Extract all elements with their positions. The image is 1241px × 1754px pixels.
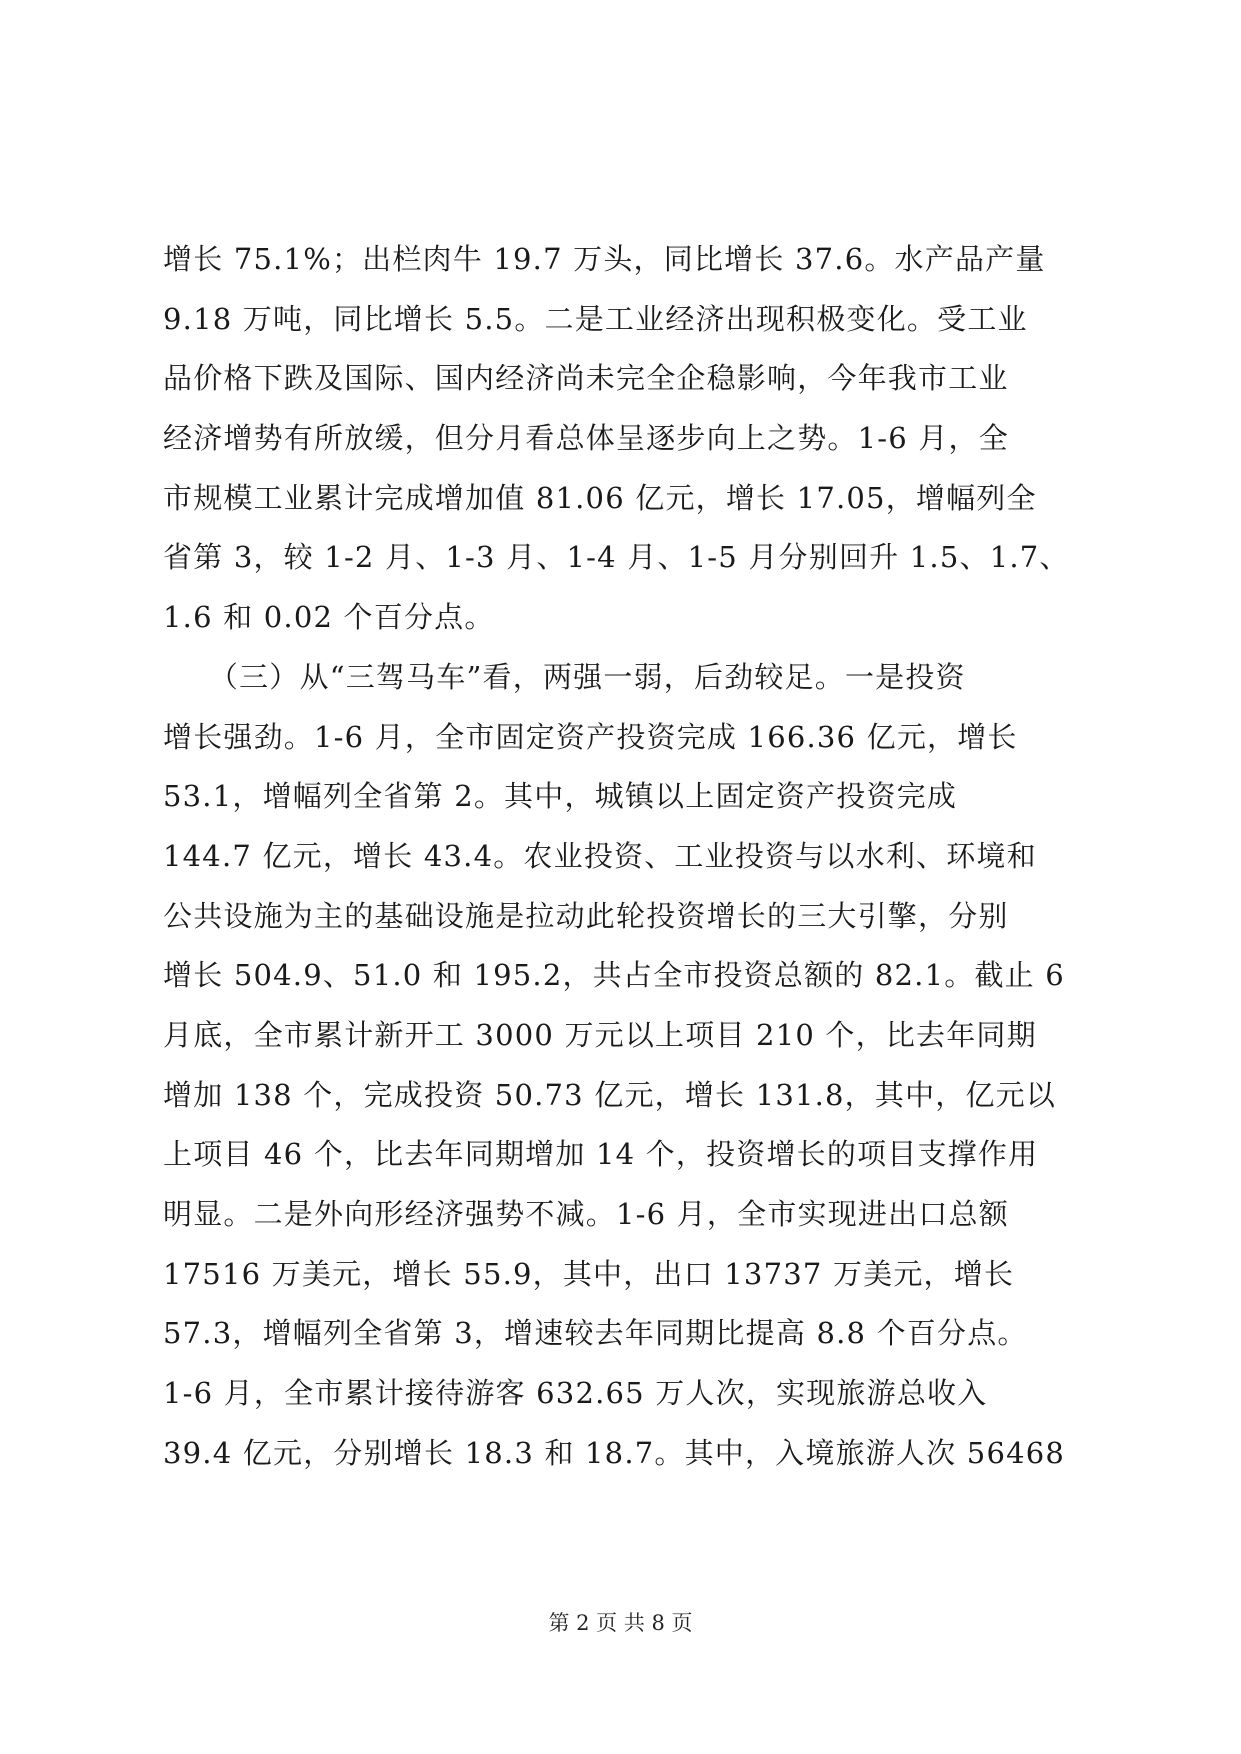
- text-line: 市规模工业累计完成增加值 81.06 亿元，增长 17.05，增幅列全: [163, 480, 1037, 515]
- text-line: 增加 138 个，完成投资 50.73 亿元，增长 131.8，其中，亿元以: [163, 1077, 1057, 1112]
- text-line: 53.1，增幅列全省第 2。其中，城镇以上固定资产投资完成: [163, 779, 958, 814]
- section-heading-line: （三）从“三驾马车”看，两强一弱，后劲较足。一是投资: [163, 659, 966, 694]
- text-line: 月底，全市累计新开工 3000 万元以上项目 210 个，比去年同期: [163, 1017, 1037, 1052]
- text-line: 9.18 万吨，同比增长 5.5。二是工业经济出现积极变化。受工业: [163, 301, 1028, 336]
- text-line: 经济增势有所放缓，但分月看总体呈逐步向上之势。1-6 月，全: [163, 421, 1009, 456]
- text-line: 增长 75.1%；出栏肉牛 19.7 万头，同比增长 37.6。水产品产量: [163, 242, 1046, 276]
- text-line: 39.4 亿元，分别增长 18.3 和 18.7。其中，入境旅游人次 56468: [163, 1435, 1066, 1470]
- text-line: 省第 3，较 1-2 月、1-3 月、1-4 月、1-5 月分别回升 1.5、1.7、: [163, 540, 1070, 575]
- text-line: 144.7 亿元，增长 43.4。农业投资、工业投资与以水利、环境和: [163, 838, 1037, 873]
- text-line: 1.6 和 0.02 个百分点。: [163, 600, 495, 635]
- text-line: 明显。二是外向形经济强势不减。1-6 月，全市实现进出口总额: [163, 1197, 1009, 1231]
- text-line: 增长强劲。1-6 月，全市固定资产投资完成 166.36 亿元，增长: [163, 719, 1018, 754]
- text-line: 品价格下跌及国际、国内经济尚未完全企稳影响，今年我市工业: [163, 361, 1009, 396]
- text-line: 57.3，增幅列全省第 3，增速较去年同期比提高 8.8 个百分点。: [163, 1316, 1028, 1351]
- text-line: 17516 万美元，增长 55.9，其中，出口 13737 万美元，增长: [163, 1256, 1015, 1291]
- page-number-footer: 第 2 页 共 8 页: [548, 1611, 693, 1635]
- text-line: 公共设施为主的基础设施是拉动此轮投资增长的三大引擎，分别: [163, 898, 1009, 933]
- text-line: 增长 504.9、51.0 和 195.2，共占全市投资总额的 82.1。截止 6: [163, 958, 1065, 993]
- body-text: [163, 230, 1083, 1483]
- text-line: 上项目 46 个，比去年同期增加 14 个，投资增长的项目支撑作用: [163, 1137, 1039, 1172]
- text-line: 1-6 月，全市累计接待游客 632.65 万人次，实现旅游总收入: [163, 1376, 988, 1411]
